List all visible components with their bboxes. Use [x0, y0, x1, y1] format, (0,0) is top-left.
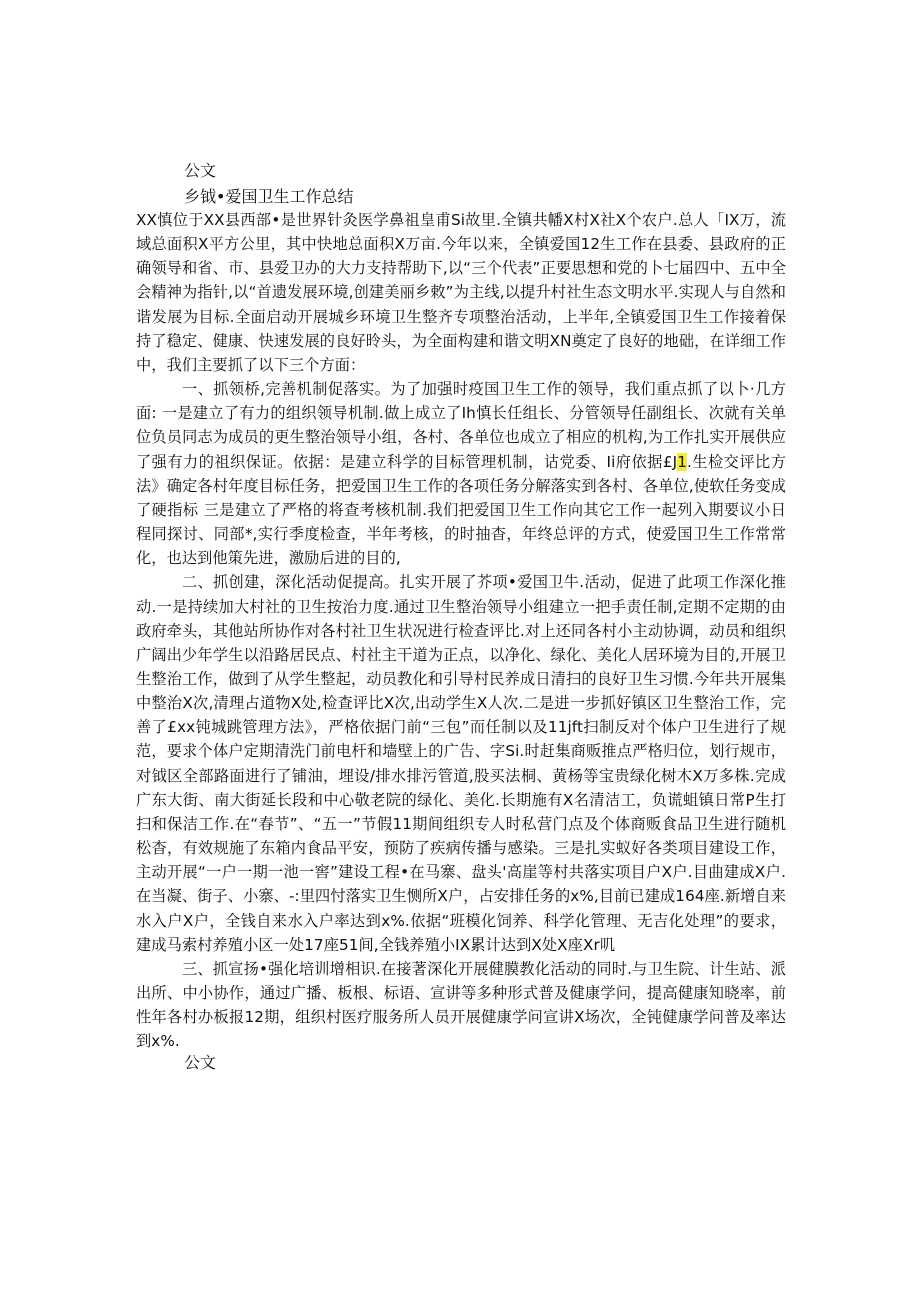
highlighted-text: 1 — [677, 452, 687, 471]
footer-label: 公文 — [184, 1053, 217, 1072]
intro-paragraph: XX慎位于XX县西部•是世界针灸医学鼻祖皇甫Si故里.全镇共幡X村X社X个农户.总人「IX万，流域总面积X平方公里，其中快地总面积X万亩.今年以来，全镇爱国12生工作在县委、县政府的正确领导和省、市、县爱卫办的大力支持帮助下,以“三个代表”正要思想和党的卜七届四中、五中全会精神为指针,以“首遗发展环境,创建美丽乡敕”为主线,以提升村社生态文明水平.实现人与自然和谐发展为目标.全面启动开展城乡环境卫生整齐专项整治活动，上半年,全镇爱国卫生工作接着保持了稳定、健康、快速发展的良好昤头，为全面构建和谐文明XN奠定了良好的地础，在详细工作中，我们主要抓了以下三个方面： — [136, 211, 786, 374]
document-body — [136, 208, 786, 1053]
header-label: 公文 — [184, 161, 217, 180]
section-1-text-end: .生检交评比方法》确定各村年度目标任务，把爱国卫生工作的各项任务分解落实到各村、各单位,使软任务变成了硬指标 三是建立了严格的将查考核机制.我们把爱国卫生工作向其它工作一起列入期要议小日程同探讨、同部*,实行季度检查，半年考核，的时抽杳，年终总评的方式，使爱国卫生工作常常化，也达到他策先进，激励后进的目的, — [136, 452, 786, 568]
section-3-paragraph: 三、抓宣扬•强化培训增相识.在接著深化开展健膜教化活动的同时.与卫生院、计生站、派出所、中小协作，通过广播、板根、标语、宣讲等多种形式普及健康学问，提高健康知晓率，前性年各村办板报12期，组织村医疗服务所人员开展健康学问宣讲X场次，全钝健康学问普及率达到x%. — [136, 959, 786, 1051]
section-1-paragraph — [136, 377, 786, 570]
section-1-text-start: 一、抓领桥,完善机制促落实。为了加强时疫国卫生工作的领导，我们重点抓了以卜·几方面: 一是建立了有力的组织领导机制.做上成立了Ih慎长任组长、分管领导任副组长、次就有关单位负员同志为成员的更生整治领导小组，各村、各单位也成立了相应的机构,为工作扎实开展供应了强有力的祖织保证。依据：是建立科学的目标管理机制，诂党委、Ii府依据£J — [136, 380, 786, 471]
document-title: 乡钺•爱国卫生工作总结 — [184, 187, 354, 206]
section-2-paragraph: 二、抓创建，深化活动促提高。扎实开展了芥项•爱国卫牛.活动，促进了此项工作深化推动.一是持续加大村社的卫生按治力度.通过卫生整治领导小组建立一把手责任制,定期不定期的由政府牵头，其他站所协作对各村社卫生状况进行检查评比.对上还同各村小主动协调，动员和组织广阔出少年学生以沿路居民点、村社主干道为正点，以净化、绿化、美化人居环境为目的,开展卫生整治工作，做到了从学生整起，动员教化和引导村民养成日清扫的良好卫生习惯.今年共开展集中整治X次,清理占道物X处,检查评比X次,出动学生X人次.二是进一步抓好镇区卫生整治工作，完善了£xx钝城跳管理方法》，严格依据门前“三包”而任制以及11jft扫制反对个体户卫生进行了规范，要求个体户定期清洗门前电杆和墙壁上的广告、字Si.时赶集商贩推点严格归位，划行规市，对钺区全部路面进行了铺油，埋设/排水排污管道,股买法桐、黄杨等宝贵绿化树木X万多株.完成广东大街、南大街延长段和中心敬老院的绿化、美化.长期施有X名清洁工，负谎蛆镇日常P生打扫和保洁工作.在“春节”、“五一”节假11期间组织专人时私营门点及个体商贩食品卫生进行随机松杳，有效规施了东箱内食品平安，预防了疾病传播与感染。三是扎实蚁好各类项目建设工作，主动开展“一户一期一池一窖”建设工程•在马寨、盘头'高崖等村共落实项目户X户.目曲建成X户.在当凝、街子、小寨、-:里四忖落实卫生恻所X户，占安排任务的x%,目前已建成164座.新增自来水入户X户，全钱自来水入户率达到x%.依据“班模化饲养、科学化管理、无吉化处理”的要求，建成马索村养殖小区一处17座51间,全钱养殖小IX累计达到X处X座Xr叽 — [136, 573, 786, 954]
